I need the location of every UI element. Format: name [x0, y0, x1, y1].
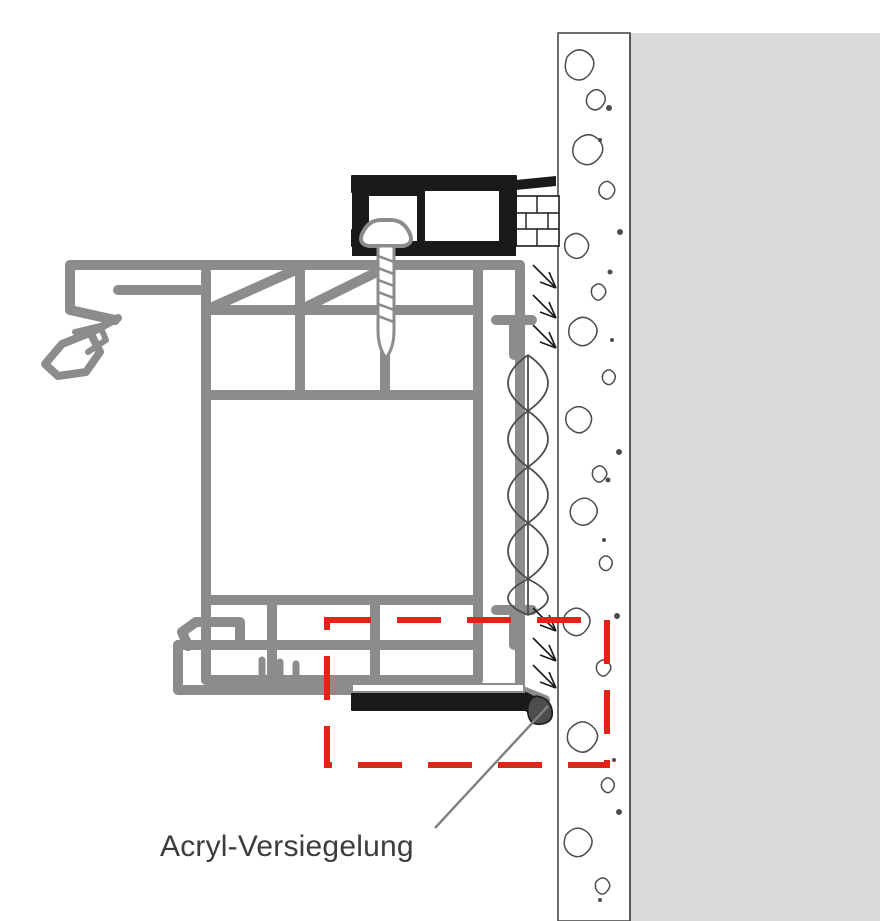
compriband-sealing-tape	[508, 355, 548, 615]
annotation-label-acryl-sealant: Acryl-Versiegelung	[160, 830, 414, 863]
wall-solid-fill	[630, 33, 880, 921]
window-frame-profile	[45, 265, 545, 700]
mounting-screw	[361, 220, 411, 358]
joint-arrow-marks	[533, 265, 556, 688]
brick-course	[515, 196, 559, 246]
acryl-sealant-bead	[352, 684, 552, 724]
concrete-hatch-strip	[558, 33, 630, 921]
masonry-wall	[558, 33, 880, 921]
